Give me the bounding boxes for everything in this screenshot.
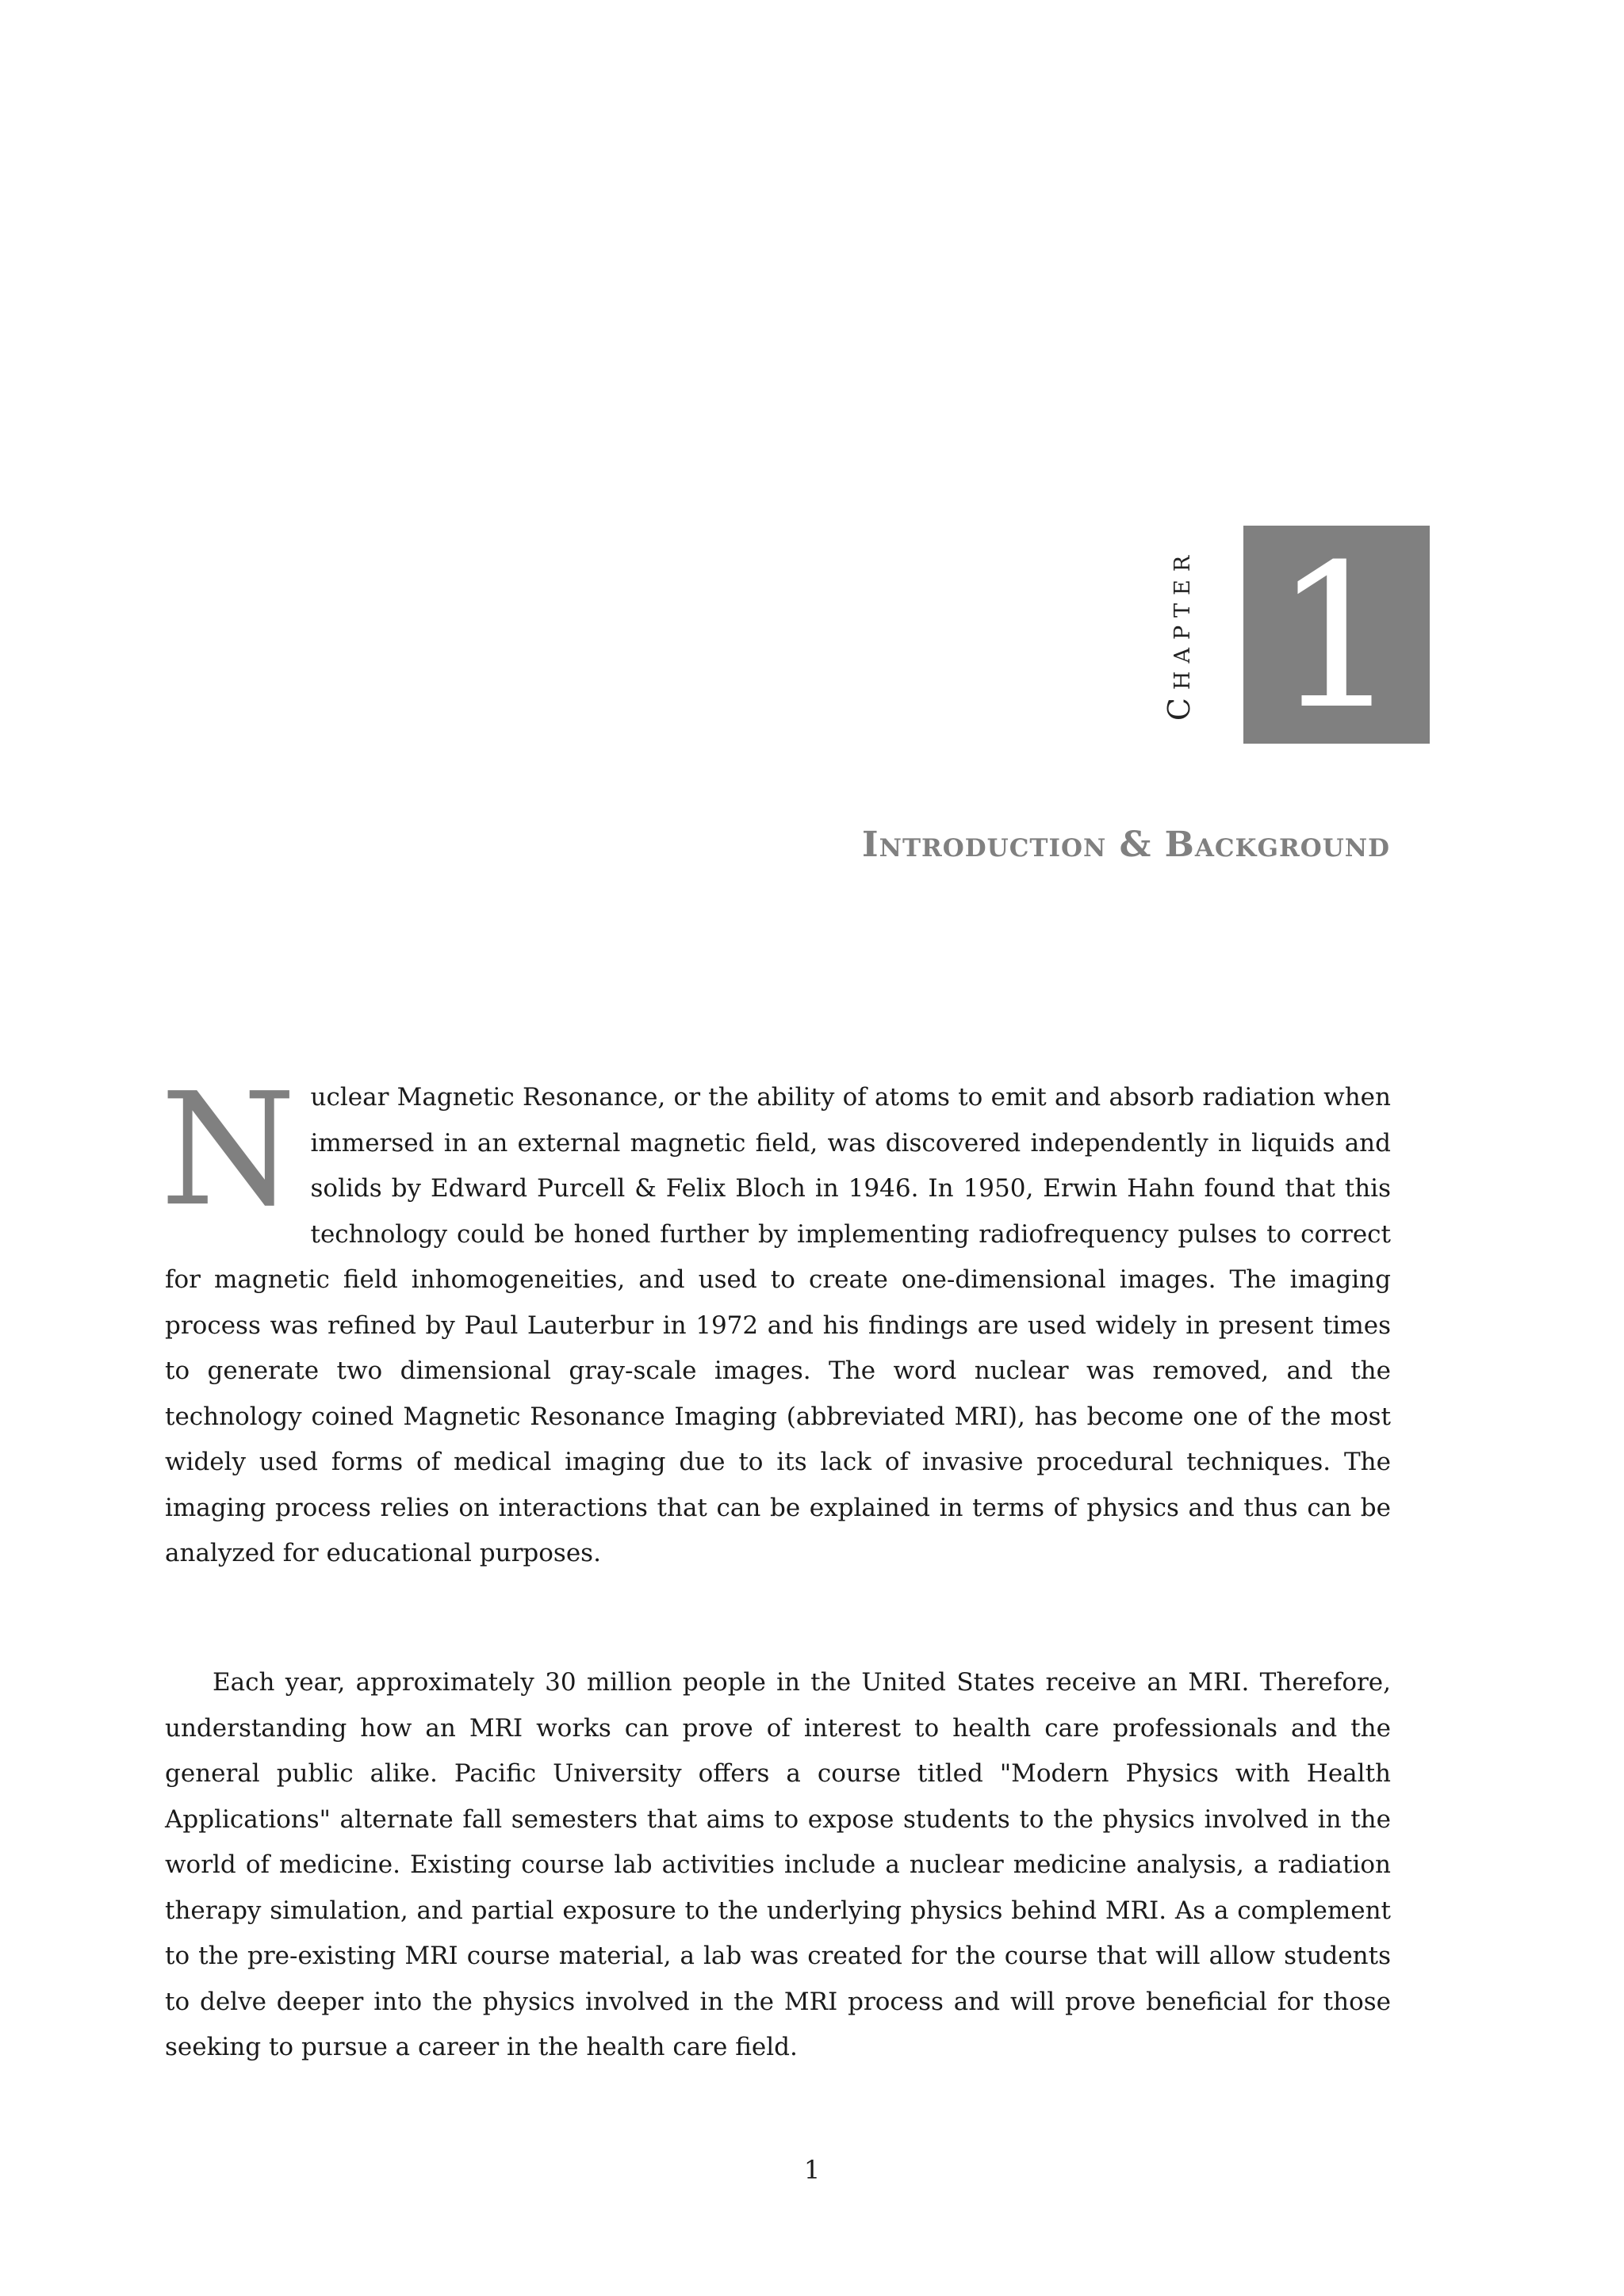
chapter-label-text: Chapter <box>1162 547 1197 721</box>
drop-cap: N <box>160 1060 297 1241</box>
chapter-title: Introduction & Background <box>862 825 1390 865</box>
paragraph-intro <box>160 1060 1391 1577</box>
chapter-number: 1 <box>1273 521 1400 752</box>
paragraph-motivation <box>165 1660 1391 2071</box>
paragraph-intro-text: uclear Magnetic Resonance, or the ability of atoms to emit and absorb radiation when immersed in an external magnetic field, was discovered independently in liquids and solids by Edward Purcell & Felix Bloch in 1946. In 1950, Erwin Hahn found that this technology could be honed further by implementing radiofrequency pulses to correct for magnetic field inhomogeneities, and used to create one-dimensional images. The imaging process was refined by Paul Lauterbur in 1972 and his findings are used widely in present times to generate two dimensional gray-scale images. The word nuclear was removed, and the technology coined Magnetic Resonance Imaging (abbreviated MRI), has become one of the most widely used forms of medical imaging due to its lack of invasive procedural techniques. The imaging process relies on interactions that can be explained in terms of physics and thus can be analyzed for educational purposes. <box>165 1083 1391 1567</box>
chapter-number-box <box>1243 521 1430 752</box>
page-number: 1 <box>803 2155 821 2185</box>
chapter-label <box>1151 523 1207 745</box>
paragraph-motivation-text: Each year, approximately 30 million people in the United States receive an MRI. Therefore, understanding how an MRI works can prove of interest to health care professionals and the general public alike. Pacific University offers a course titled "Modern Physics with Health Applications" alternate fall semesters that aims to expose students to the physics involved in the world of medicine. Existing course lab activities include a nuclear medicine analysis, a radiation therapy simulation, and partial exposure to the underlying physics behind MRI. As a complement to the pre-existing MRI course material, a lab was created for the course that will allow students to delve deeper into the physics involved in the MRI process and will prove beneficial for those seeking to pursue a career in the health care field. <box>165 1668 1391 2061</box>
